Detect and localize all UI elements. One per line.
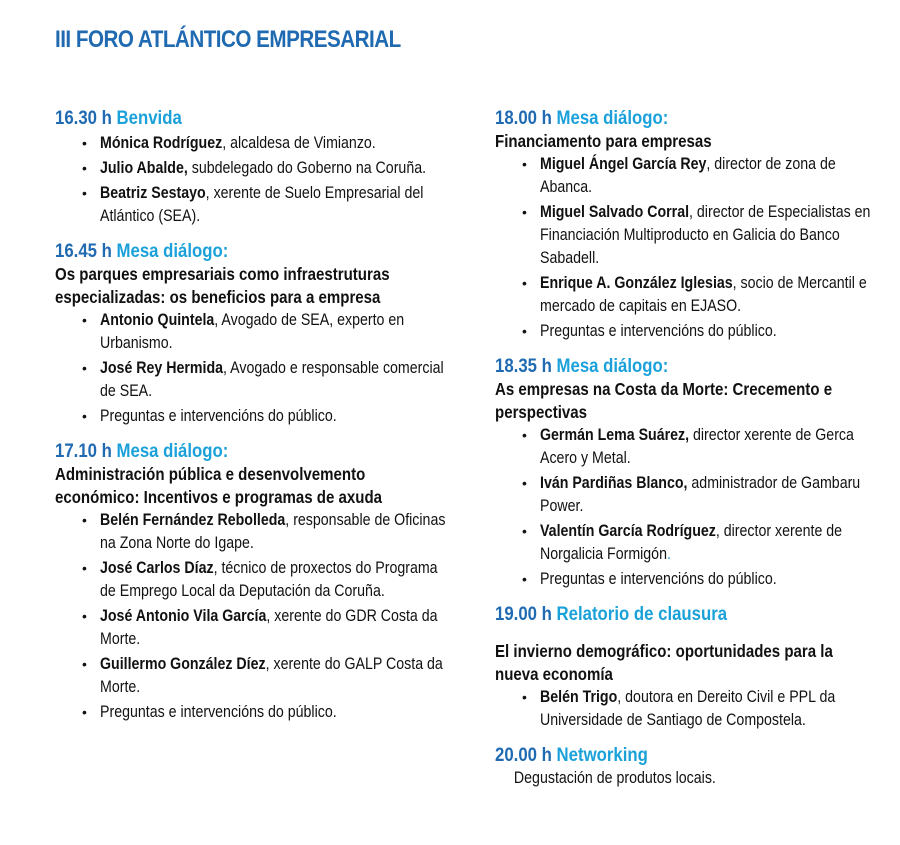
agenda-session xyxy=(495,603,880,732)
item-text xyxy=(100,132,450,155)
session-heading xyxy=(495,744,826,767)
list-item xyxy=(495,272,880,318)
item-text xyxy=(100,357,450,403)
list-item xyxy=(55,357,444,403)
item-text xyxy=(100,701,450,724)
session-title: Os parques empresariais como infraestruturas especializadas: os beneficios para a empresa xyxy=(55,264,390,307)
speaker-role: , Avogado e responsable comercial de SEA. xyxy=(100,359,444,400)
item-text xyxy=(100,509,450,555)
session-time: 16.45 h xyxy=(55,240,112,262)
bullet-icon: • xyxy=(82,512,87,528)
speaker-list xyxy=(55,309,444,428)
agenda-session xyxy=(55,107,440,228)
speaker-role: , socio de Mercantil e mercado de capitais en EJASO. xyxy=(540,274,867,315)
item-text xyxy=(540,320,890,343)
bullet-icon: • xyxy=(82,160,87,176)
speaker-role: Preguntas e intervencións do público. xyxy=(540,570,777,588)
session-heading xyxy=(55,440,386,463)
item-text xyxy=(540,272,890,318)
list-item xyxy=(55,653,443,699)
page-title: III FORO ATLÁNTICO EMPRESARIAL xyxy=(55,26,401,53)
speaker-name: Beatriz Sestayo xyxy=(100,184,206,202)
speaker-role: Preguntas e intervencións do público. xyxy=(540,322,777,340)
speaker-role: administrador de Gambaru Power. xyxy=(540,474,861,515)
item-text xyxy=(540,201,890,270)
speaker-name: José Rey Hermida xyxy=(100,359,224,377)
bullet-icon: • xyxy=(82,704,87,720)
speaker-role: , director de Especialistas en Financiación Multiproducto en Galicia do Banco Sabadell. xyxy=(540,203,871,267)
speaker-list xyxy=(495,686,880,732)
bullet-icon: • xyxy=(522,204,527,220)
agenda-session xyxy=(495,355,880,591)
accent-mark: . xyxy=(666,545,671,563)
speaker-name: Valentín García Rodríguez xyxy=(540,522,716,540)
speaker-role: subdelegado do Goberno na Coruña. xyxy=(187,159,427,177)
speaker-role: director xerente de Gerca Acero y Metal. xyxy=(540,426,854,467)
bullet-icon: • xyxy=(82,135,87,151)
agenda-session xyxy=(55,240,444,428)
list-item xyxy=(495,520,880,566)
speaker-list xyxy=(55,132,440,228)
item-text xyxy=(540,686,890,732)
bullet-icon: • xyxy=(522,156,527,172)
session-heading xyxy=(495,355,826,378)
bullet-icon: • xyxy=(82,408,87,424)
item-text xyxy=(100,653,450,699)
speaker-name: Enrique A. González Iglesias xyxy=(540,274,733,292)
speaker-role: , director de zona de Abanca. xyxy=(540,155,836,196)
session-type: Mesa diálogo: xyxy=(116,440,229,462)
list-item xyxy=(55,157,440,180)
list-item xyxy=(495,424,880,470)
bullet-icon: • xyxy=(82,608,87,624)
list-item xyxy=(55,605,440,651)
bullet-icon: • xyxy=(522,571,527,587)
bullet-icon: • xyxy=(522,475,527,491)
item-text xyxy=(100,557,450,603)
agenda-session xyxy=(495,107,880,343)
speaker-role: , xerente de Suelo Empresarial del Atlántico (SEA). xyxy=(100,184,424,225)
speaker-name: José Carlos Díaz xyxy=(100,559,214,577)
session-type: Mesa diálogo: xyxy=(556,355,669,377)
speaker-name: Julio Abalde, xyxy=(100,159,188,177)
item-text xyxy=(100,405,450,428)
item-text xyxy=(100,605,450,651)
session-title: Administración pública e desenvolvemento económico: Incentivos e programas de axuda xyxy=(55,464,383,507)
speaker-name: Miguel Salvado Corral xyxy=(540,203,690,221)
list-item xyxy=(495,568,880,591)
bullet-icon: • xyxy=(522,689,527,705)
item-text xyxy=(100,157,450,180)
speaker-role: , alcaldesa de Vimianzo. xyxy=(222,134,376,152)
bullet-icon: • xyxy=(522,427,527,443)
speaker-name: Belén Trigo xyxy=(540,688,618,706)
speaker-role: , técnico de proxectos do Programa de Emprego Local da Deputación da Coruña. xyxy=(100,559,438,600)
session-time: 16.30 h xyxy=(55,107,112,129)
item-text xyxy=(540,472,890,518)
speaker-role: , xerente do GDR Costa da Morte. xyxy=(100,607,438,648)
item-text xyxy=(540,424,890,470)
list-item xyxy=(55,309,440,355)
speaker-list xyxy=(495,153,880,343)
bullet-icon: • xyxy=(82,560,87,576)
bullet-icon: • xyxy=(82,360,87,376)
session-type: Networking xyxy=(556,744,648,766)
bullet-icon: • xyxy=(522,323,527,339)
speaker-name: Miguel Ángel García Rey xyxy=(540,155,707,173)
speaker-name: Mónica Rodríguez xyxy=(100,134,223,152)
bullet-icon: • xyxy=(522,275,527,291)
bullet-icon: • xyxy=(82,185,87,201)
speaker-role: , xerente do GALP Costa da Morte. xyxy=(100,655,443,696)
session-title: Financiamento para empresas xyxy=(495,131,712,151)
session-type: Mesa diálogo: xyxy=(556,107,669,129)
bullet-icon: • xyxy=(82,656,87,672)
agenda-session xyxy=(495,744,880,790)
session-type: Benvida xyxy=(116,107,182,129)
session-title: El invierno demográfico: oportunidades para la nueva economía xyxy=(495,641,833,684)
speaker-role: , doutora en Dereito Civil e PPL da Universidade de Santiago de Compostela. xyxy=(540,688,836,729)
list-item xyxy=(495,153,880,199)
list-item xyxy=(55,701,440,724)
speaker-name: Guillermo González Díez xyxy=(100,655,266,673)
speaker-role: , Avogado de SEA, experto en Urbanismo. xyxy=(100,311,405,352)
speaker-role: , director xerente de Norgalicia Formigón xyxy=(540,522,843,563)
session-heading xyxy=(55,240,386,263)
session-type: Mesa diálogo: xyxy=(116,240,229,262)
list-item xyxy=(495,686,880,732)
session-time: 17.10 h xyxy=(55,440,112,462)
item-text xyxy=(540,568,890,591)
speaker-name: Iván Pardiñas Blanco, xyxy=(540,474,688,492)
list-item xyxy=(495,472,880,518)
item-text xyxy=(100,182,450,228)
session-note: Degustación de produtos locais. xyxy=(513,769,716,787)
list-item xyxy=(495,320,880,343)
session-time: 18.35 h xyxy=(495,355,552,377)
left-column xyxy=(55,107,446,736)
bullet-icon: • xyxy=(82,312,87,328)
speaker-role: Preguntas e intervencións do público. xyxy=(100,407,337,425)
list-item xyxy=(55,132,440,155)
list-item xyxy=(55,182,440,228)
speaker-name: Belén Fernández Rebolleda xyxy=(100,511,286,529)
session-title: As empresas na Costa da Morte: Crecemento e perspectivas xyxy=(495,379,833,422)
session-time: 19.00 h xyxy=(495,603,552,625)
speaker-name: Germán Lema Suárez, xyxy=(540,426,690,444)
agenda-session xyxy=(55,440,446,724)
bullet-icon: • xyxy=(522,523,527,539)
speaker-role: Preguntas e intervencións do público. xyxy=(100,703,337,721)
speaker-role: , responsable de Oficinas na Zona Norte do Igape. xyxy=(100,511,446,552)
speaker-name: José Antonio Vila García xyxy=(100,607,267,625)
session-heading xyxy=(55,107,386,130)
session-heading xyxy=(495,603,826,626)
session-time: 18.00 h xyxy=(495,107,552,129)
session-heading xyxy=(495,107,826,130)
session-time: 20.00 h xyxy=(495,744,552,766)
list-item xyxy=(55,405,440,428)
list-item xyxy=(495,201,880,270)
item-text xyxy=(540,520,890,566)
list-item xyxy=(55,509,446,555)
speaker-list xyxy=(55,509,446,724)
session-type: Relatorio de clausura xyxy=(556,603,728,625)
right-column xyxy=(495,107,880,802)
item-text xyxy=(100,309,450,355)
speaker-list xyxy=(495,424,880,591)
item-text xyxy=(540,153,890,199)
speaker-name: Antonio Quintela xyxy=(100,311,215,329)
list-item xyxy=(55,557,440,603)
